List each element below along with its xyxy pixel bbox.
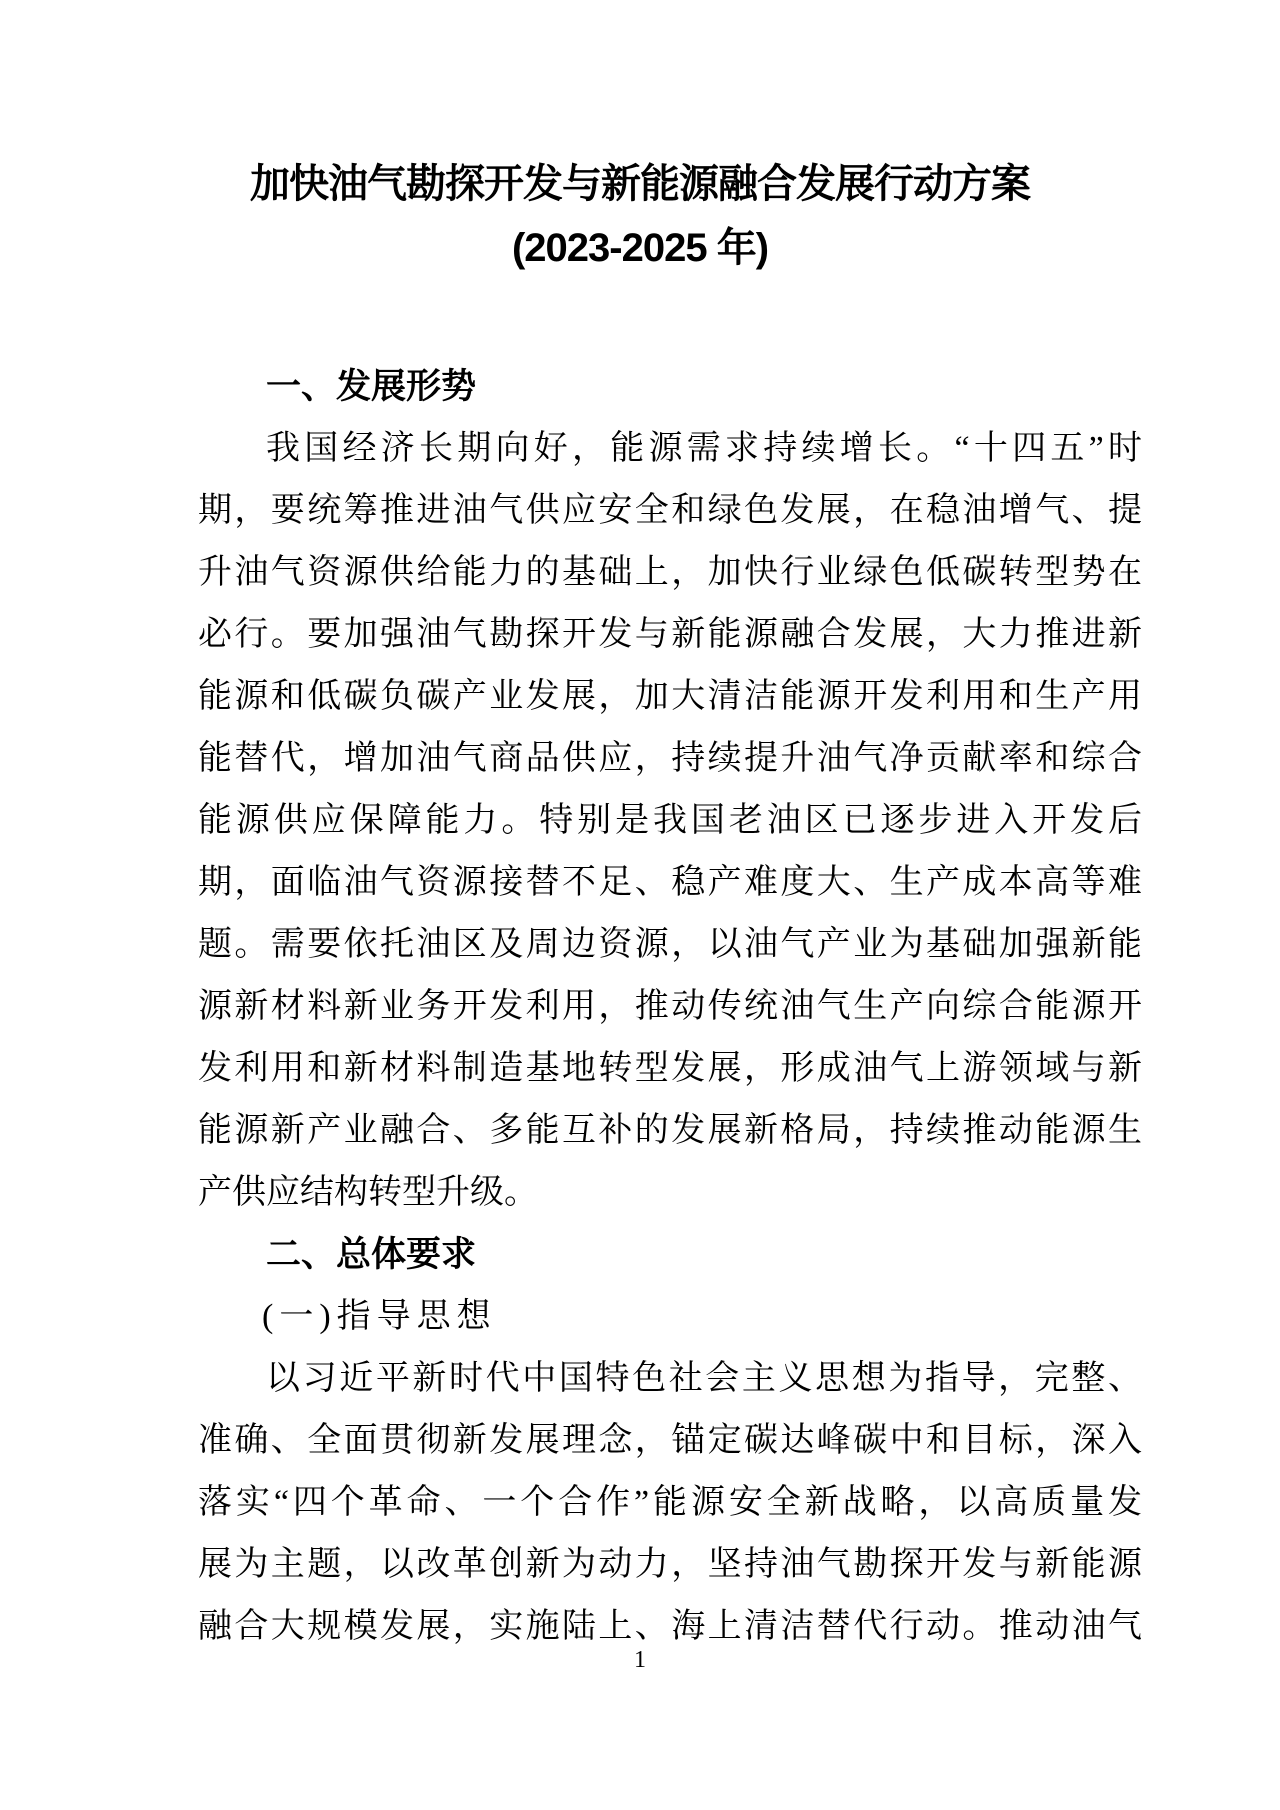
title-line-2: (2023-2025 年) <box>511 226 769 270</box>
text-line: 题。需要依托油区及周边资源，以油气产业为基础加强新能 <box>198 926 1142 963</box>
text-line: 落实“四个革命、一个合作”能源安全新战略，以高质量发 <box>198 1484 1142 1521</box>
text-line: 能源供应保障能力。特别是我国老油区已逐步进入开发后 <box>198 802 1142 839</box>
text-line: 期，要统筹推进油气供应安全和绿色发展，在稳油增气、提 <box>198 492 1142 529</box>
subsection-heading-guiding-ideology: (一)指导思想 <box>262 1298 497 1335</box>
text-line: 能替代，增加油气商品供应，持续提升油气净贡献率和综合 <box>198 740 1142 777</box>
paragraph-development-situation <box>198 418 1142 1224</box>
text-line: 发利用和新材料制造基地转型发展，形成油气上游领域与新 <box>198 1050 1142 1087</box>
text-line: 源新材料新业务开发利用，推动传统油气生产向综合能源开 <box>198 988 1142 1025</box>
text-line: 能源和低碳负碳产业发展，加大清洁能源开发利用和生产用 <box>198 678 1142 715</box>
text-line: 融合大规模发展，实施陆上、海上清洁替代行动。推动油气 <box>198 1608 1142 1645</box>
section-heading-development-situation: 一、发展形势 <box>266 367 477 406</box>
page-number: 1 <box>634 1647 646 1673</box>
text-line: 准确、全面贯彻新发展理念，锚定碳达峰碳中和目标，深入 <box>198 1422 1142 1459</box>
text-line: 展为主题，以改革创新为动力，坚持油气勘探开发与新能源 <box>198 1546 1142 1583</box>
paragraph-guiding-ideology <box>198 1348 1142 1658</box>
text-line: 期，面临油气资源接替不足、稳产难度大、生产成本高等难 <box>198 864 1142 901</box>
text-line: 能源新产业融合、多能互补的发展新格局，持续推动能源生 <box>198 1112 1142 1149</box>
text-line: 产供应结构转型升级。 <box>198 1174 538 1211</box>
text-line: 以习近平新时代中国特色社会主义思想为指导，完整、 <box>266 1360 1142 1397</box>
text-line: 升油气资源供给能力的基础上，加快行业绿色低碳转型势在 <box>198 554 1142 591</box>
text-line: 必行。要加强油气勘探开发与新能源融合发展，大力推进新 <box>198 616 1142 653</box>
title-line-1: 加快油气勘探开发与新能源融合发展行动方案 <box>250 162 1030 206</box>
text-line: 我国经济长期向好，能源需求持续增长。“十四五”时 <box>266 430 1142 467</box>
section-heading-overall-requirements: 二、总体要求 <box>266 1235 477 1274</box>
document-title <box>0 152 1280 280</box>
